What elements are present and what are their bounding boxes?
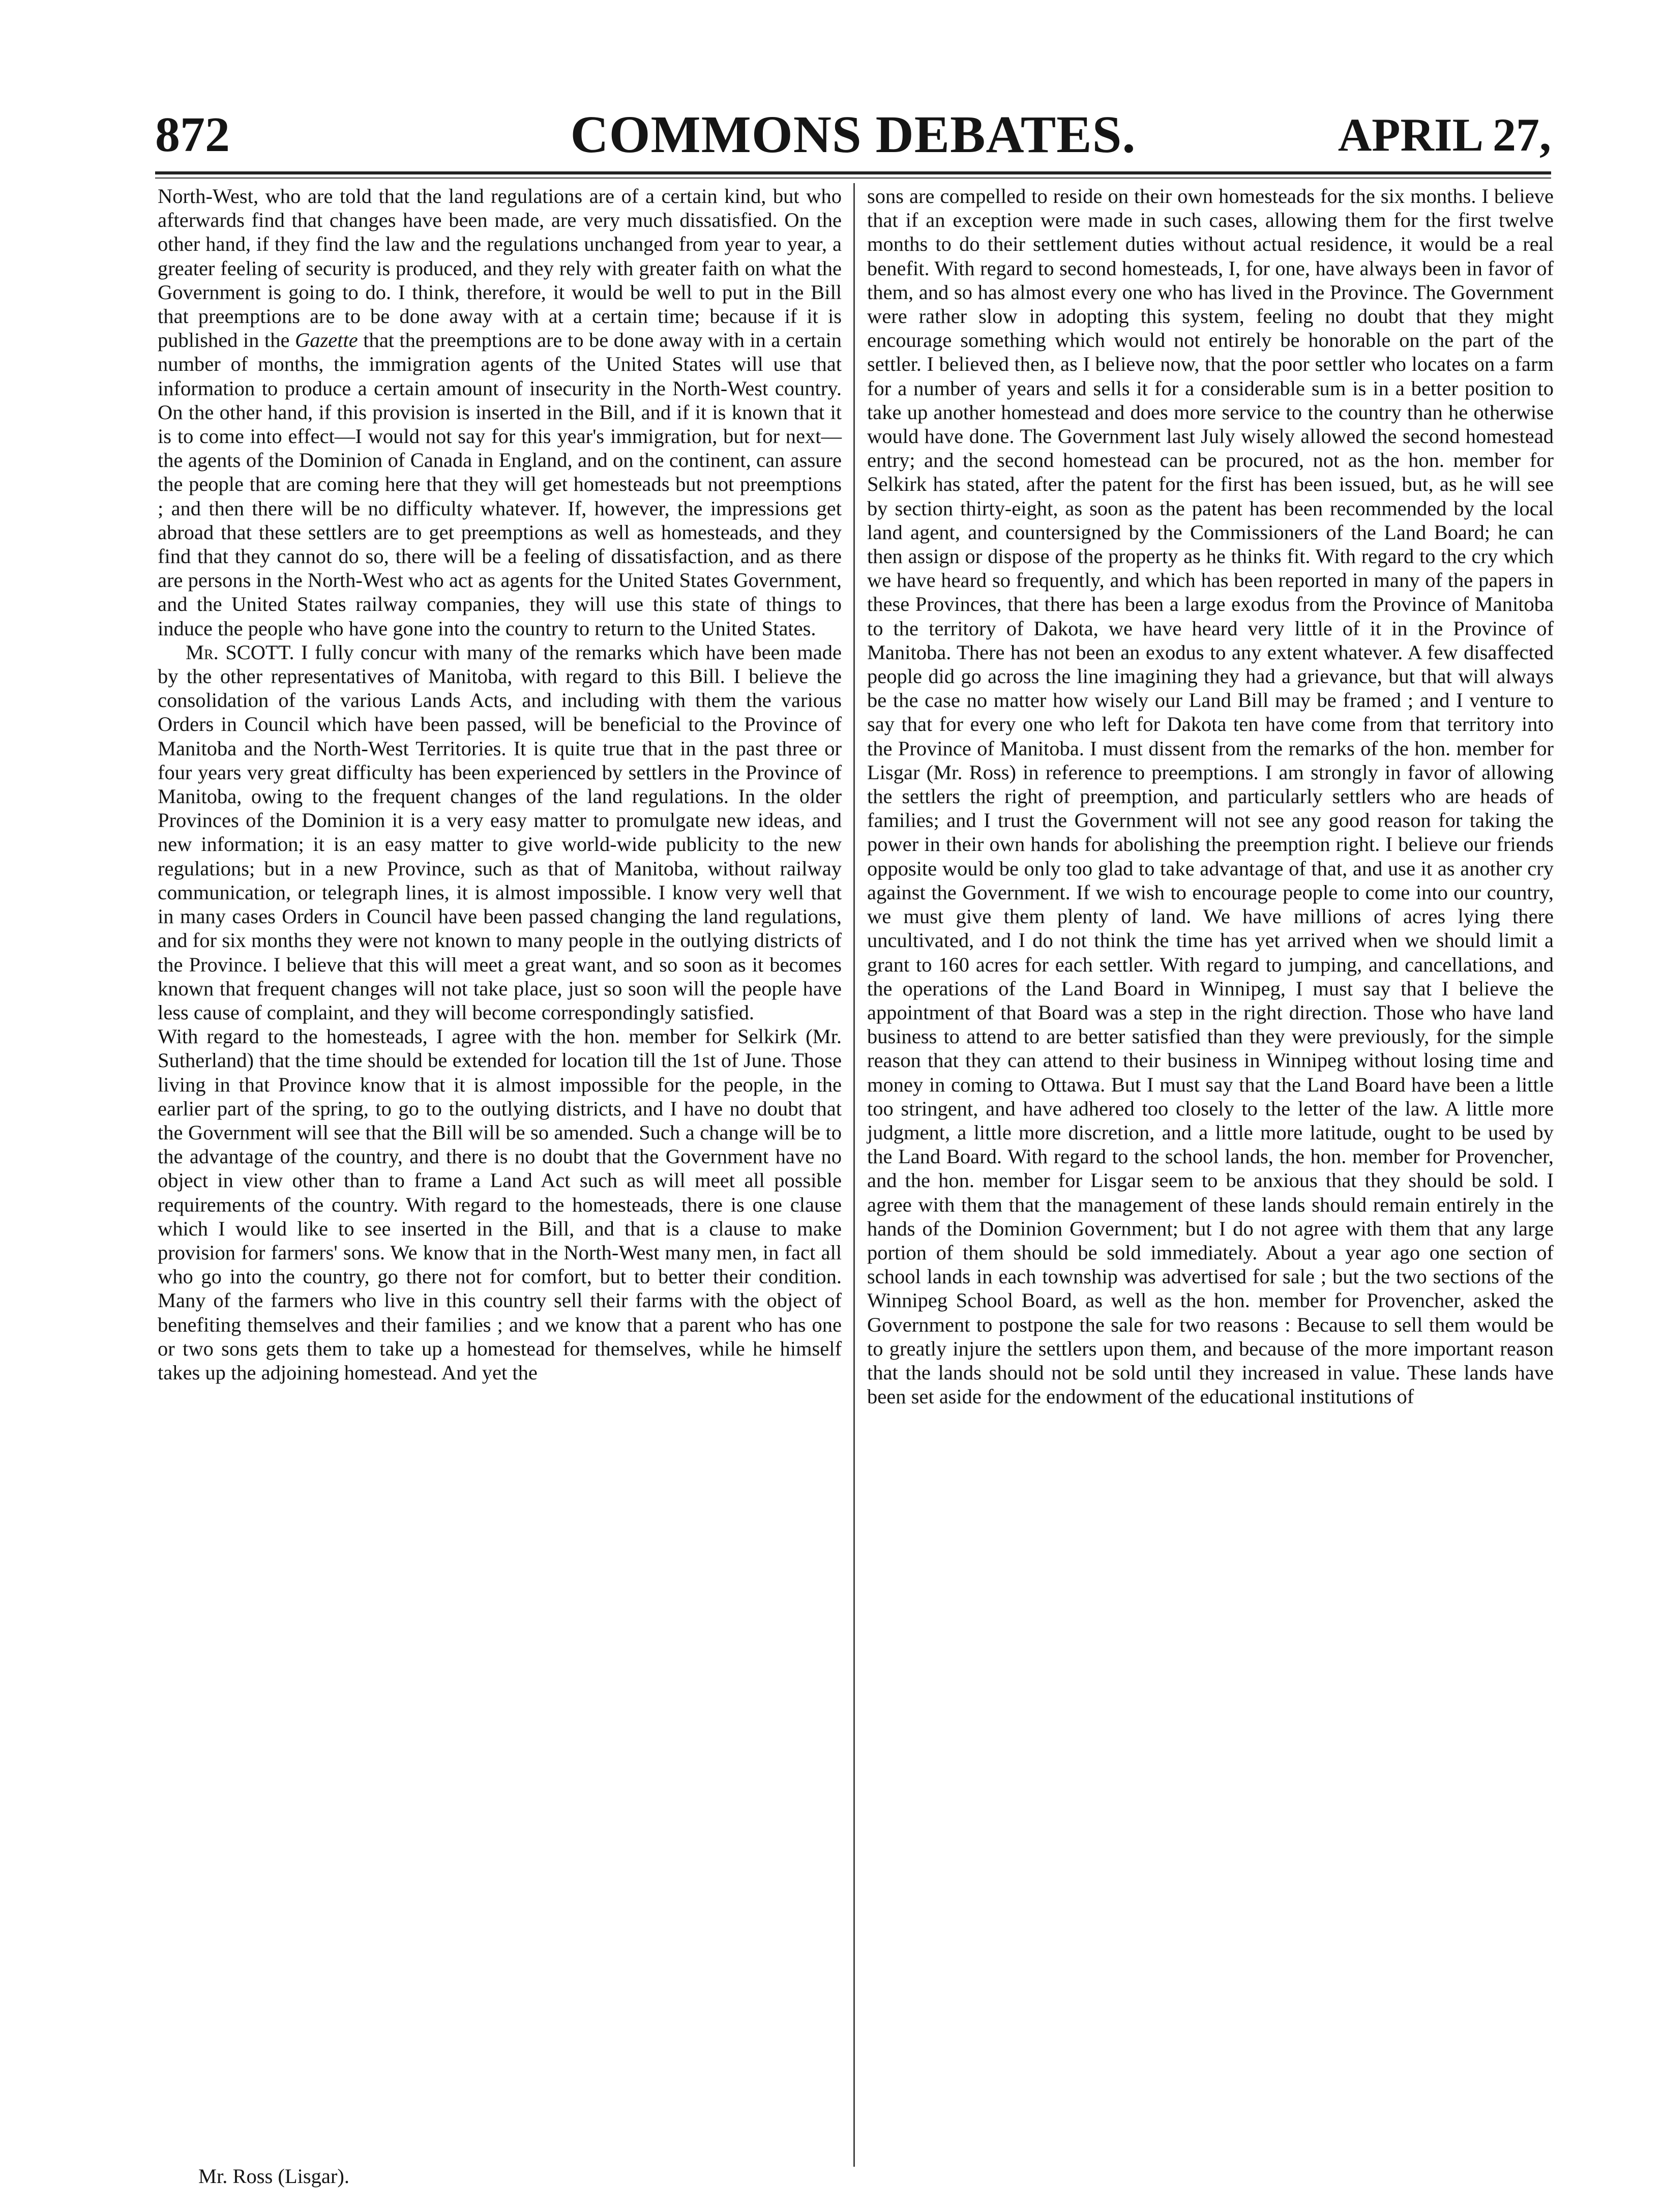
- right-paragraph-1: sons are compelled to reside on their own homesteads for the six months. I believe that if an exception were made in such cases, allowing them for the first twelve months to do their settlement duties without actual residence, it would be a real benefit. With regard to second homesteads, I, for one, have always been in favor of them, and so has almost every one who has lived in the Province. The Government were rather slow in adopting this system, feeling no doubt that they might encourage something which would not entirely be honorable on the part of the settler. I believed then, as I believe now, that the poor settler who locates on a farm for a number of years and sells it for a considerable sum is in a better position to take up another homestead and does more service to the country than he otherwise would have done. The Government last July wisely allowed the second homestead entry; and the second homestead can be procured, not as the hon. member for Selkirk has stated, after the patent for the first has been issued, but, as he will see by section thirty-eight, as soon as the patent has been recommended by the local land agent, and countersigned by the Commissioners of the Land Board; he can then assign or dispose of the property as he thinks fit. With regard to the cry which we have heard so frequently, and which has been reported in many of the papers in these Provinces, that there has been a large exodus from the Province of Manitoba to the territory of Dakota, we have heard very little of it in the Province of Manitoba. There has not been an exodus to any extent whatever. A few disaffected people did go across the line imagining they had a grievance, but that will always be the case no matter how wisely our Land Bill may be framed ; and I venture to say that for every one who left for Dakota ten have come from that territory into the Province of Manitoba. I must dissent from the remarks of the hon. member for Lisgar (Mr. Ross) in reference to preemptions. I am strongly in favor of allowing the settlers the right of preemption, and particularly settlers who are heads of families; and I trust the Government will not see any good reason for taking the power in their own hands for abolishing the preemption right. I believe our friends opposite would be only too glad to take advantage of that, and use it as another cry against the Government. If we wish to encourage people to come into our country, we must give them plenty of land. We have millions of acres lying there uncultivated, and I do not think the time has yet arrived when we should limit a grant to 160 acres for each settler. With regard to jumping, and cancellations, and the operations of the Land Board in Winnipeg, I must say that I believe the appointment of that Board was a step in the right direction. Those who have land business to attend to are better satisfied than they were previously, for the simple reason that they can attend to their business in Winnipeg without losing time and money in coming to Ottawa. But I must say that the Land Board have been a little too stringent, and have adhered too closely to the letter of the law. A little more judgment, a little more discretion, and a little more latitude, ought to be used by the Land Board. With regard to the school lands, the hon. member for Provencher, and the hon. member for Lisgar seem to be anxious that they should be sold. I agree with them that the management of these lands should remain entirely in the hands of the Dominion Government; but I do not agree with them that any large portion of them should be sold immediately. About a year ago one section of school lands in each township was advertised for sale ; but the two sections of the Winnipeg School Board, as well as the hon. member for Provencher, asked the Government to postpone the sale for two reasons : Because to sell them would be to greatly injure the settlers upon them, and because of the more important reason that the lands should not be sold until they increased in value. These lands have been set aside for the endowment of the educational institutions of: [867, 185, 1554, 1408]
- footer-caption: Mr. Ross (Lisgar).: [198, 2165, 349, 2188]
- left-paragraph-2: [158, 640, 842, 1024]
- gazette-italic: Gazette: [294, 329, 358, 352]
- speaker-name: Mr. SCOTT.: [186, 640, 294, 664]
- left-paragraph-1-text: North-West, who are told that the land regulations are of a certain kind, but who afterwards find that changes have been made, are very much dissatisfied. On the other hand, if they find the law and the regulations unchanged from year to year, a greater feeling of security is produced, and they rely with greater faith on what the Government is going to do. I think, therefore, it would be well to put in the Bill that preemptions are to be done away with at a certain time; because if it is published in the: [158, 185, 842, 352]
- header-rule-thick: [155, 171, 1551, 174]
- right-column: [867, 184, 1554, 1408]
- left-paragraph-3: With regard to the homesteads, I agree with the hon. member for Selkirk (Mr. Sutherland) that the time should be extended for location till the 1st of June. Those living in that Province know that it is almost impossible for the people, in the earlier part of the spring, to go to the outlying districts, and I have no doubt that the Government will see that the Bill will be so amended. Such a change will be to the advantage of the country, and there is no doubt that the Government have no object in view other than to frame a Land Act such as will meet all possible requirements of the country. With regard to the homesteads, there is one clause which I would like to see inserted in the Bill, and that is a clause to make provision for farmers' sons. We know that in the North-West many men, in fact all who go into the country, go there not for comfort, but to better their condition. Many of the farmers who live in this country sell their farms with the object of benefiting themselves and their families ; and we know that a parent who has one or two sons gets them to take up a homestead for themselves, while he himself takes up the adjoining homestead. And yet the: [158, 1025, 842, 1384]
- header-rule-thin: [155, 178, 1551, 179]
- left-column: [158, 184, 842, 1384]
- column-divider: [853, 183, 855, 2167]
- left-paragraph-2-text: I fully concur with many of the remarks which have been made by the other representatives of Manitoba, with regard to this Bill. I believe the consolidation of the various Lands Acts, and including with them the various Orders in Council which have been passed, will be beneficial to the Province of Manitoba and the North-West Territories. It is quite true that in the past three or four years very great difficulty has been experienced by settlers in the Province of Manitoba, owing to the frequent changes of the land regulations. In the older Provinces of the Dominion it is a very easy matter to promulgate new ideas, and new information; it is an easy matter to give world-wide publicity to the new regulations; but in a new Province, such as that of Manitoba, without railway communication, or telegraph lines, it is almost impossible. I know very well that in many cases Orders in Council have been passed changing the land regulations, and for six months they were not known to many people in the outlying districts of the Province. I believe that this will meet a great want, and so soon as it becomes known that frequent changes will not take place, just so soon will the people have less cause of complaint, and they will become correspondingly satisfied.: [158, 640, 842, 1024]
- journal-title: COMMONS DEBATES.: [570, 105, 1136, 164]
- left-paragraph-1-cont: that the preemptions are to be done away with in a certain number of months, the immigration agents of the United States will use that information to produce a certain amount of insecurity in the North-West country. On the other hand, if this provision is inserted in the Bill, and if it is known that it is to come into effect—I would not say for this year's immigration, but for next—the agents of the Dominion of Canada in England, and on the continent, can assure the people that are coming here that they will get homesteads but not preemptions ; and then there will be no difficulty whatever. If, however, the impressions get abroad that these settlers are to get preemptions as well as homesteads, and they find that they cannot do so, there will be a feeling of dissatisfaction, and as there are persons in the North-West who act as agents for the United States Government, and the United States railway companies, they will use this state of things to induce the people who have gone into the country to return to the United States.: [158, 329, 842, 640]
- page-number: 872: [155, 107, 230, 162]
- header-date: APRIL 27,: [1338, 109, 1551, 161]
- left-paragraph-1: [158, 184, 842, 640]
- page-header: [155, 104, 1551, 168]
